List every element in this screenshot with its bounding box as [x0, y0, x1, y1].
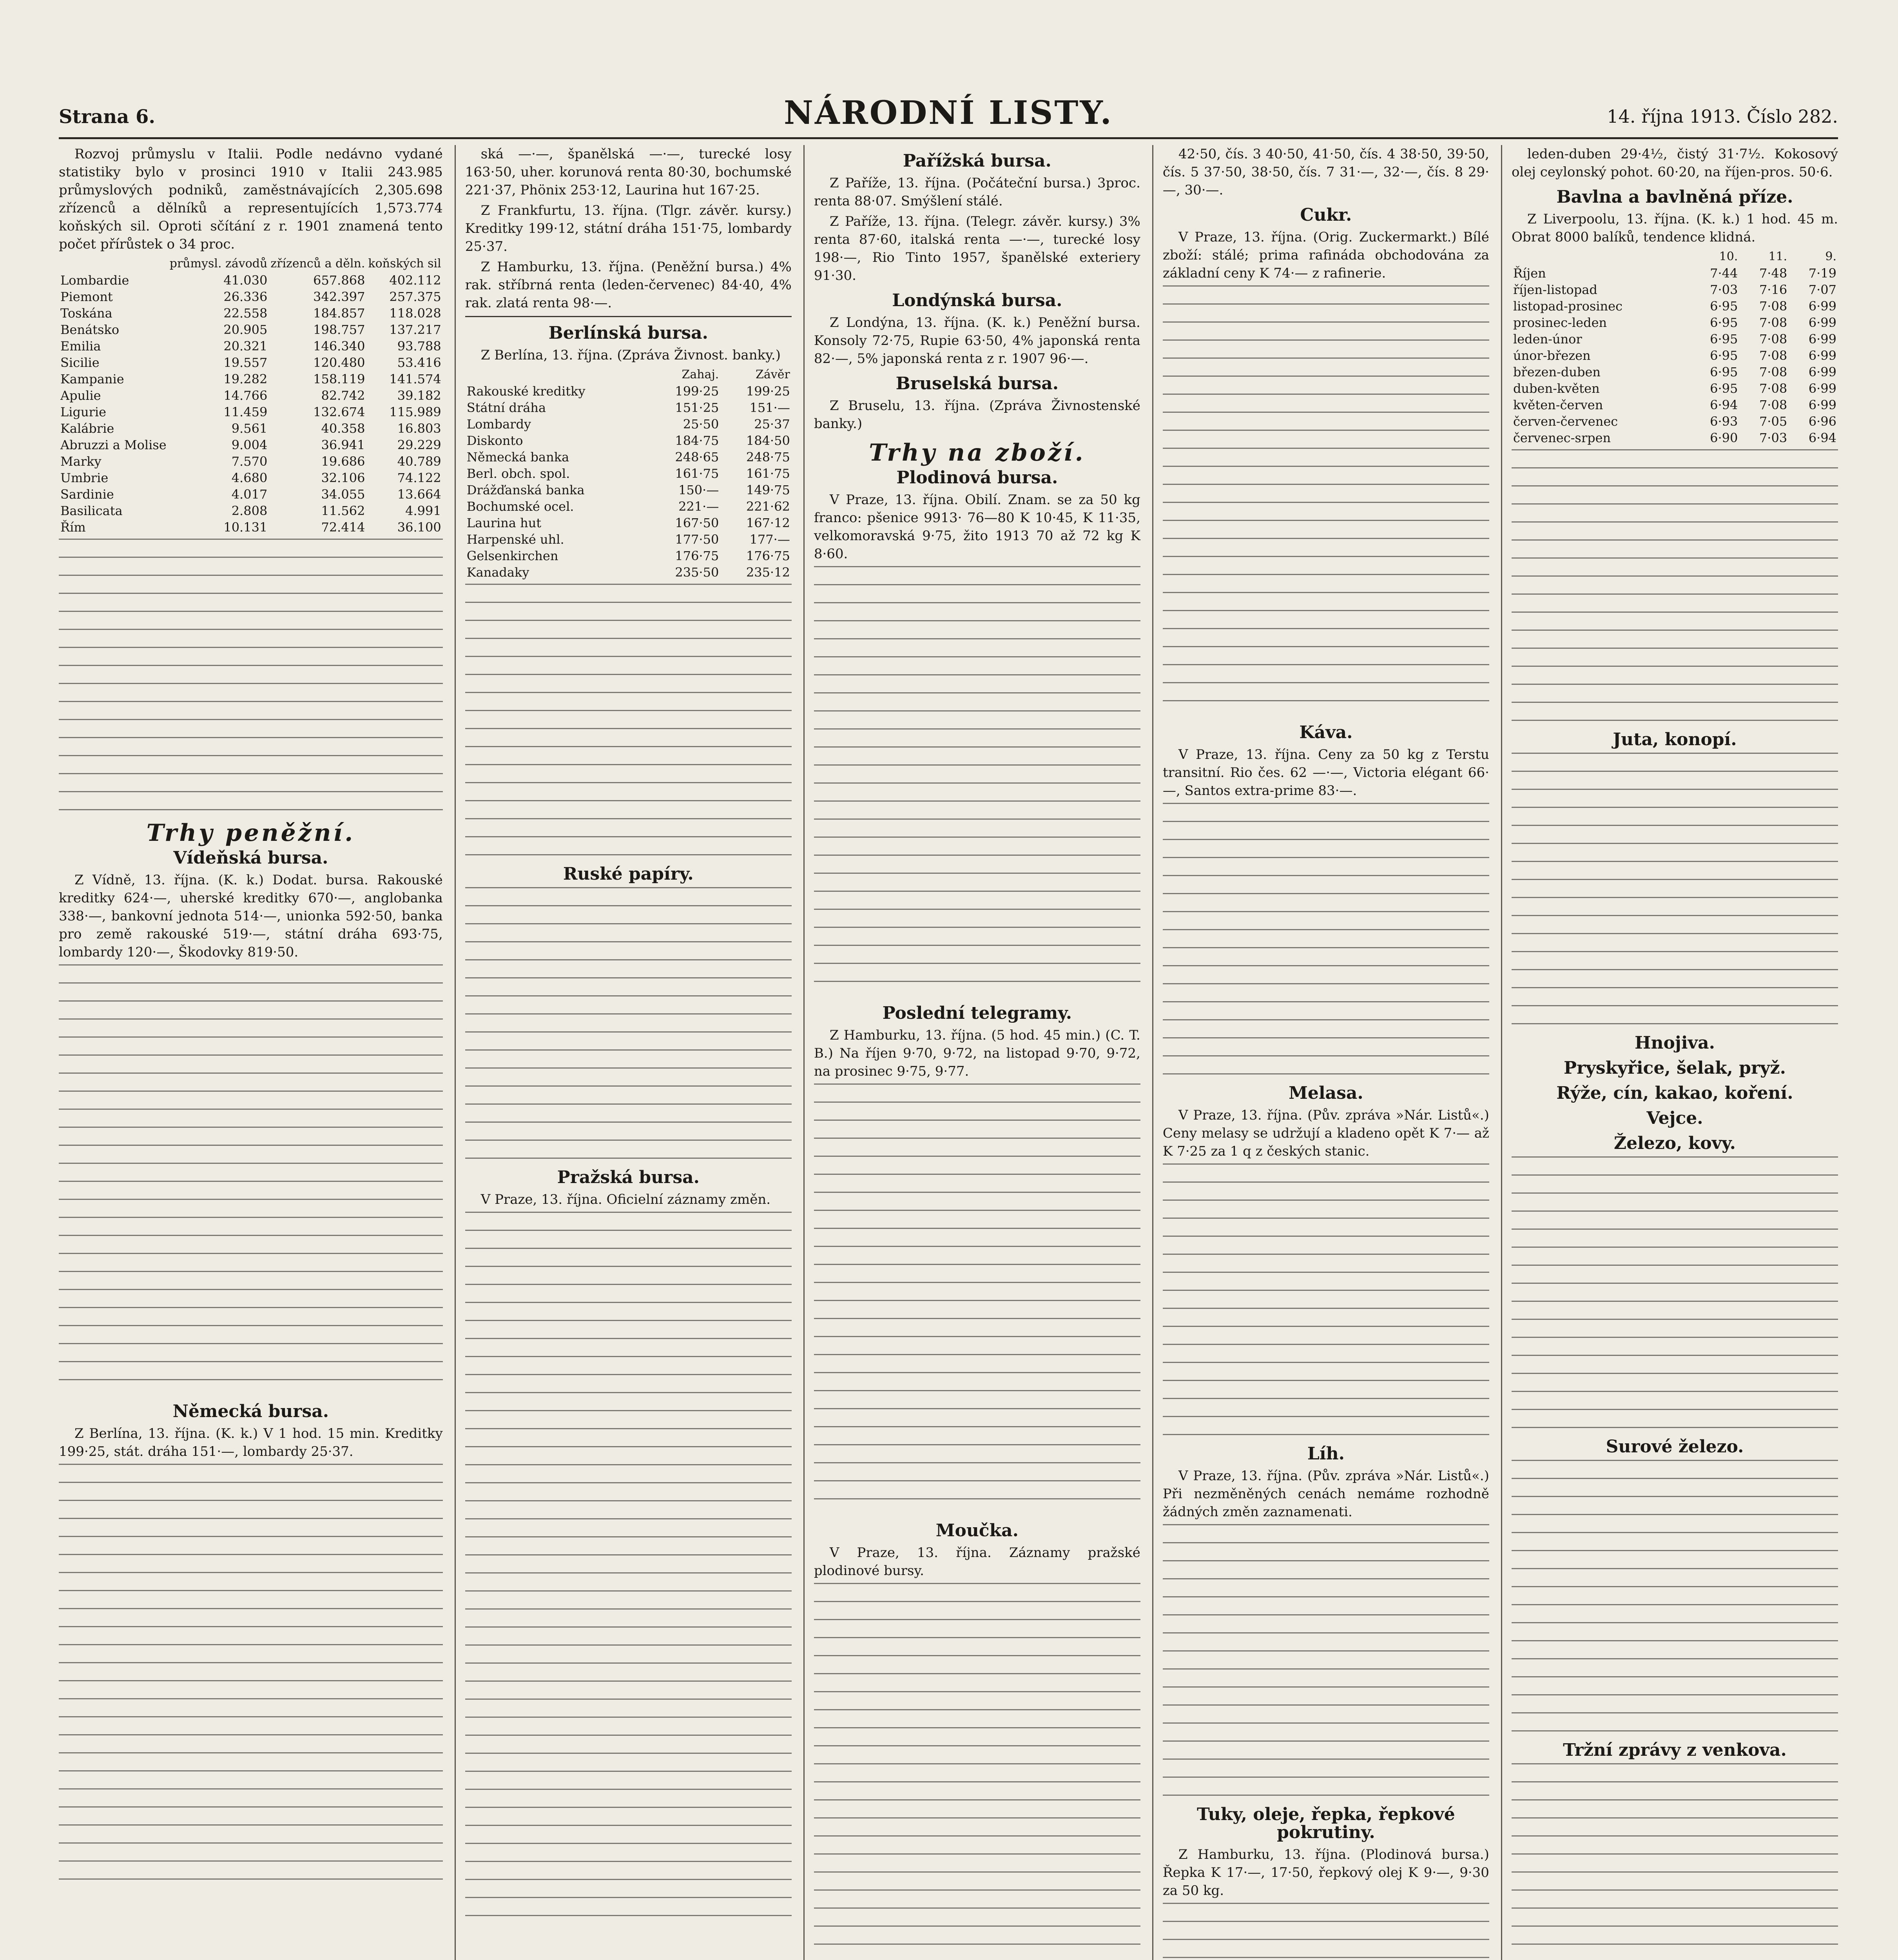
table-cell: 167·50 — [675, 515, 719, 530]
section-subheading: Vídeňská bursa. — [173, 848, 328, 868]
table-cell: 7·08 — [1759, 348, 1787, 363]
table-cell: listopad-prosinec — [1513, 299, 1622, 314]
table-cell: 158.119 — [313, 372, 365, 387]
table-cell: 29.229 — [397, 437, 441, 452]
table-cell: Kalábrie — [60, 421, 114, 436]
column-3 — [803, 145, 1140, 1960]
table-cell: 7·05 — [1759, 414, 1787, 429]
table-cell: Marky — [60, 454, 102, 469]
table-cell: Abruzzi a Molise — [60, 437, 167, 452]
article-paragraph: Z Liverpoolu, 13. října. (K. k.) 1 hod. 45 m. Obrat 8000 balíků, tendence klidná. — [1511, 211, 1838, 245]
section-subheading: Pražská bursa. — [557, 1167, 700, 1187]
article-paragraph: leden-duben 29·4½, čistý 31·7½. Kokosový olej ceylonský pohot. 60·20, na říjen-pros. 50·6. — [1511, 146, 1838, 180]
table-cell: Toskána — [60, 306, 112, 321]
table-row — [465, 515, 792, 531]
table-cell: Basilicata — [60, 503, 123, 518]
section-subheading: Poslední telegramy. — [882, 1003, 1072, 1023]
table-cell: 6·90 — [1710, 430, 1738, 445]
table-cell: 6·99 — [1808, 332, 1836, 347]
masthead: NÁRODNÍ LISTY. — [784, 94, 1113, 132]
text-lines-block — [814, 1583, 1140, 1960]
table-cell: 40.358 — [321, 421, 365, 436]
text-lines-block — [465, 887, 792, 1161]
section-subheading: Ruské papíry. — [563, 864, 694, 884]
divider — [465, 316, 792, 317]
table-cell: 149·75 — [746, 483, 790, 497]
table-cell: Harpenské uhl. — [466, 532, 564, 547]
table-cell: Lombardy — [466, 417, 531, 432]
article-paragraph: 42·50, čís. 3 40·50, 41·50, čís. 4 38·50, 39·50, čís. 5 37·50, 38·50, čís. 7 31·—, 32·—, čís. 8 29·—, 30·—. — [1162, 146, 1489, 198]
table-row — [465, 564, 792, 581]
table-cell: Kanadaky — [466, 565, 529, 580]
section-heading: Trhy na zboží. — [869, 439, 1086, 466]
table-row — [1512, 397, 1838, 413]
table-header-cell: 11. — [1768, 250, 1787, 263]
table-row — [1512, 281, 1838, 298]
section-subheading: Káva. — [1299, 722, 1353, 742]
section-subheading: Juta, konopí. — [1613, 730, 1737, 750]
table-cell: 6·99 — [1808, 299, 1836, 314]
table-row — [59, 305, 443, 321]
table-cell: 74.122 — [397, 470, 441, 485]
text-lines-block — [1512, 449, 1838, 724]
table-cell: 6·94 — [1808, 430, 1836, 445]
table-cell: 7·08 — [1759, 332, 1787, 347]
table-cell: 176·75 — [746, 548, 790, 563]
table-cell: 34.055 — [321, 487, 365, 502]
table-cell: 10.131 — [223, 520, 268, 535]
column-1 — [59, 145, 443, 1960]
table-caption: Z Berlína, 13. října. (Zpráva Živnost. banky.) — [480, 347, 781, 363]
table-cell: 4.991 — [405, 503, 441, 518]
table-cell: červen-červenec — [1513, 414, 1618, 429]
table-cell: 19.686 — [321, 454, 365, 469]
table-cell: 9.561 — [231, 421, 268, 436]
text-lines-block — [814, 1083, 1140, 1515]
table-row — [59, 453, 443, 470]
table-cell: prosinec-leden — [1513, 315, 1607, 330]
table-row — [59, 420, 443, 437]
text-lines-block — [1163, 1163, 1489, 1438]
table-cell: 6·95 — [1710, 332, 1738, 347]
table-cell: 25·37 — [754, 417, 790, 432]
table-cell: 72.414 — [321, 520, 365, 535]
table-cell: Kampanie — [60, 372, 124, 387]
table-cell: Státní dráha — [466, 400, 546, 415]
table-cell: 6·95 — [1710, 348, 1738, 363]
table-cell: 7·08 — [1759, 299, 1787, 314]
text-lines-block — [1512, 1460, 1838, 1734]
table-cell: 6·99 — [1808, 381, 1836, 396]
table-header-cell: 9. — [1825, 250, 1836, 263]
article-paragraph: Z Berlína, 13. října. (K. k.) V 1 hod. 15 min. Kreditky 199·25, stát. dráha 151·—, lombardy 25·37. — [59, 1426, 443, 1459]
table-cell: Laurina hut — [466, 515, 542, 530]
table-cell: 2.808 — [231, 503, 268, 518]
article-paragraph: V Praze, 13. října. (Pův. zpráva »Nár. Listů«.) Při nezměněných cenách nemáme rozhodně žádných změn zaznamenati. — [1162, 1468, 1489, 1520]
table-cell: 7·08 — [1759, 381, 1787, 396]
table-cell: 6·95 — [1710, 365, 1738, 379]
table-cell: 161·75 — [746, 466, 790, 481]
table-row — [1512, 430, 1838, 446]
article-paragraph: Z Paříže, 13. října. (Počáteční bursa.) 3proc. renta 88·07. Smýšlení stálé. — [814, 175, 1140, 209]
cotton-futures-table — [1512, 249, 1838, 446]
berlin-exchange-table — [465, 367, 792, 581]
section-subheading: Melasa. — [1289, 1083, 1363, 1103]
table-row — [465, 465, 792, 482]
table-row — [1512, 364, 1838, 380]
page-header — [59, 94, 1838, 139]
column-5 — [1501, 145, 1838, 1960]
table-cell: 151·25 — [675, 400, 719, 415]
table-cell: 9.004 — [231, 437, 268, 452]
table-cell: 6·95 — [1710, 315, 1738, 330]
table-cell: 146.340 — [313, 339, 365, 354]
section-subheading: Londýnská bursa. — [892, 290, 1062, 310]
table-header-cell — [1512, 249, 1690, 265]
table-row — [465, 548, 792, 564]
table-cell: leden-únor — [1513, 332, 1582, 347]
table-row — [465, 449, 792, 465]
article-paragraph: V Praze, 13. října. (Pův. zpráva »Nár. Listů«.) Ceny melasy se udržují a kladeno opět K 7·— až K 7·25 za 1 q z českých stanic. — [1162, 1107, 1489, 1159]
section-subheading: Vejce. — [1646, 1108, 1703, 1128]
table-cell: 235·12 — [746, 565, 790, 580]
table-cell: 16.803 — [397, 421, 441, 436]
article-paragraph: Z Frankfurtu, 13. října. (Tlgr. závěr. kursy.) Kreditky 199·12, státní dráha 151·75, lombardy 25·37. — [465, 203, 792, 254]
section-heading: Trhy peněžní. — [146, 819, 355, 847]
section-subheading: Hnojiva. — [1634, 1033, 1715, 1053]
table-cell: 132.674 — [313, 405, 365, 419]
table-cell: Emilia — [60, 339, 101, 354]
section-subheading: Německá bursa. — [172, 1401, 329, 1421]
article-paragraph: V Praze, 13. října. Ceny za 50 kg z Terstu transitní. Rio čes. 62 —·—, Victoria elégant 66·—, Santos extra-prime 83·—. — [1162, 747, 1489, 799]
text-lines-block — [1512, 1156, 1838, 1431]
article-paragraph: Z Hamburku, 13. října. (Plodinová bursa.) Řepka K 17·—, 17·50, řepkový olej K 9·—, 9·30 za 50 kg. — [1162, 1847, 1489, 1898]
column-4 — [1152, 145, 1489, 1960]
table-row — [59, 289, 443, 305]
table-cell: 221·— — [678, 499, 719, 514]
table-row — [59, 470, 443, 486]
article-italy-intro: Rozvoj průmyslu v Italii. Podle nedávno vydané statistiky bylo v prosinci 1910 v Italii 243.985 průmyslových podniků, zaměstnávajících 2,305.698 zřízenců a dělníků a representujících 1,573.774 koňských sil. Oproti sčítání z r. 1901 znamená tento počet přírůstek o 34 proc. — [59, 146, 443, 252]
section-subheading: Pařížská bursa. — [903, 151, 1051, 171]
table-row — [465, 383, 792, 399]
table-row — [59, 503, 443, 519]
table-cell: Sicilie — [60, 355, 100, 370]
article-paragraph: V Praze, 13. října. Oficielní záznamy změn. — [480, 1192, 771, 1207]
table-header-cell: průmysl. závodů — [169, 257, 268, 270]
section-subheading: Plodinová bursa. — [896, 468, 1058, 488]
table-cell: 161·75 — [675, 466, 719, 481]
table-cell: 6·99 — [1808, 315, 1836, 330]
table-cell: 4.017 — [231, 487, 268, 502]
section-subheading: Surové železo. — [1606, 1437, 1744, 1457]
newspaper-columns — [59, 145, 1838, 1960]
table-row — [465, 432, 792, 449]
issue-date: 14. října 1913. Číslo 282. — [1607, 106, 1838, 127]
table-row — [465, 531, 792, 548]
table-cell: 177·— — [749, 532, 790, 547]
text-lines-block — [1163, 1524, 1489, 1798]
table-cell: 14.766 — [223, 388, 268, 403]
table-cell: 53.416 — [397, 355, 441, 370]
table-row — [59, 354, 443, 371]
table-cell: Německá banka — [466, 450, 569, 465]
section-subheading: Tuky, oleje, řepka, řepkové pokrutiny. — [1197, 1804, 1455, 1842]
table-header-cell: koňských sil — [368, 257, 441, 270]
table-cell: 4.680 — [231, 470, 268, 485]
table-cell: Ligurie — [60, 405, 107, 419]
table-cell: 151·— — [749, 400, 790, 415]
table-cell: 7·03 — [1759, 430, 1787, 445]
table-cell: 40.789 — [397, 454, 441, 469]
table-row — [1512, 347, 1838, 364]
article-paragraph: ská —·—, španělská —·—, turecké losy 163·50, uher. korunová renta 80·30, bochumské 221·37, Phönix 253·12, Laurina hut 167·25. — [465, 146, 792, 198]
table-row — [1512, 298, 1838, 314]
article-paragraph: V Praze, 13. října. Obilí. Znam. se za 50 kg franco: pšenice 9913· 76—80 K 10·45, K 11·35, velkomoravská 9·75, žito 1913 70 až 72 kg K 8·60. — [814, 492, 1140, 562]
table-cell: 150·— — [678, 483, 719, 497]
table-cell: 177·50 — [675, 532, 719, 547]
table-cell: 7·48 — [1759, 266, 1787, 281]
table-cell: 20.321 — [223, 339, 268, 354]
table-row — [59, 321, 443, 338]
article-paragraph: Z Paříže, 13. října. (Telegr. závěr. kursy.) 3% renta 87·60, italská renta —·—, turecké losy 198·—, Rio Tinto 1957, španělské exteriery 91·30. — [814, 214, 1140, 283]
section-subheading: Moučka. — [935, 1521, 1019, 1541]
column-2 — [455, 145, 792, 1960]
table-row — [465, 399, 792, 416]
section-subheading: Tržní zprávy z venkova. — [1563, 1740, 1787, 1760]
table-cell: Lombardie — [60, 273, 129, 288]
table-row — [465, 482, 792, 498]
section-subheading: Berlínská bursa. — [548, 323, 708, 343]
table-row — [59, 404, 443, 420]
article-paragraph: V Praze, 13. října. Záznamy pražské plodinové bursy. — [814, 1545, 1140, 1579]
section-subheading: Bavlna a bavlněná příze. — [1556, 187, 1793, 207]
table-cell: 7·07 — [1808, 282, 1836, 297]
table-cell: 22.558 — [223, 306, 268, 321]
table-cell: 221·62 — [746, 499, 790, 514]
table-cell: Diskonto — [466, 433, 523, 448]
table-cell: 199·25 — [675, 384, 719, 399]
table-cell: 141.574 — [389, 372, 441, 387]
table-cell: 6·93 — [1710, 414, 1738, 429]
table-cell: 235·50 — [675, 565, 719, 580]
table-cell: 7·03 — [1710, 282, 1738, 297]
table-cell: 26.336 — [223, 289, 268, 304]
table-cell: Gelsenkirchen — [466, 548, 558, 563]
table-cell: květen-červen — [1513, 397, 1603, 412]
table-cell: 248·65 — [675, 450, 719, 465]
table-cell: Benátsko — [60, 322, 120, 337]
table-cell: 199·25 — [746, 384, 790, 399]
table-cell: 6·95 — [1710, 299, 1738, 314]
table-cell: 11.459 — [223, 405, 268, 419]
table-cell: 7·19 — [1808, 266, 1836, 281]
table-cell: Rakouské kreditky — [466, 384, 586, 399]
table-cell: 32.106 — [321, 470, 365, 485]
section-subheading: Železo, kovy. — [1613, 1133, 1736, 1153]
table-header-cell: zřízenců a děln. — [270, 257, 365, 270]
table-cell: 20.905 — [223, 322, 268, 337]
table-row — [59, 486, 443, 503]
table-cell: 184·50 — [746, 433, 790, 448]
table-cell: únor-březen — [1513, 348, 1591, 363]
table-cell: Piemont — [60, 289, 113, 304]
table-cell: 19.282 — [223, 372, 268, 387]
table-cell: červenec-srpen — [1513, 430, 1611, 445]
table-row — [59, 338, 443, 354]
table-cell: 6·99 — [1808, 348, 1836, 363]
table-cell: 36.941 — [321, 437, 365, 452]
table-header-cell — [59, 256, 168, 272]
table-cell: 6·95 — [1710, 381, 1738, 396]
article-paragraph: Z Vídně, 13. října. (K. k.) Dodat. bursa. Rakouské kreditky 624·—, uherské kreditky 670·—, anglobanka 338·—, bankovní jednota 514·—, unionka 592·50, banka pro země rakouské 519·—, státní dráha 693·75, lombardy 120·—, Škodovky 819·50. — [59, 872, 443, 960]
table-cell: 7.570 — [231, 454, 268, 469]
table-cell: Umbrie — [60, 470, 109, 485]
table-cell: 19.557 — [223, 355, 268, 370]
table-row — [1512, 314, 1838, 331]
article-paragraph: Z Hamburku, 13. října. (5 hod. 45 min.) (C. T. B.) Na říjen 9·70, 9·72, na listopad 9·70, 9·72, na prosinec 9·75, 9·77. — [814, 1027, 1140, 1079]
section-subheading: Rýže, cín, kakao, koření. — [1556, 1083, 1793, 1103]
table-cell: 176·75 — [675, 548, 719, 563]
section-subheading: Pryskyřice, šelak, pryž. — [1564, 1058, 1786, 1078]
table-row — [1512, 265, 1838, 281]
table-cell: říjen-listopad — [1513, 282, 1597, 297]
section-subheading: Cukr. — [1300, 205, 1352, 225]
table-cell: 36.100 — [397, 520, 441, 535]
table-row — [59, 519, 443, 535]
table-cell: 7·44 — [1710, 266, 1738, 281]
table-cell: duben-květen — [1513, 381, 1600, 396]
table-row — [1512, 380, 1838, 397]
table-cell: 402.112 — [389, 273, 441, 288]
table-cell: 25·50 — [683, 417, 719, 432]
table-cell: 120.480 — [313, 355, 365, 370]
table-cell: 93.788 — [397, 339, 441, 354]
table-cell: 13.664 — [397, 487, 441, 502]
article-paragraph: Z Hamburku, 13. října. (Peněžní bursa.) 4% rak. stříbrná renta (leden-červenec) 84·40, 4% rak. zlatá renta 98·—. — [465, 259, 792, 311]
table-cell: 137.217 — [389, 322, 441, 337]
table-cell: Řím — [60, 520, 86, 535]
table-row — [59, 387, 443, 404]
table-cell: Sardinie — [60, 487, 114, 502]
table-header-cell — [465, 367, 649, 383]
table-cell: 39.182 — [397, 388, 441, 403]
table-cell: Apulie — [60, 388, 101, 403]
table-cell: 41.030 — [223, 273, 268, 288]
table-cell: 7·08 — [1759, 315, 1787, 330]
text-lines-block — [59, 1464, 443, 1895]
text-lines-block — [814, 566, 1140, 997]
table-cell: 6·94 — [1710, 397, 1738, 412]
table-cell: 342.397 — [313, 289, 365, 304]
section-subheading: Bruselská bursa. — [896, 374, 1059, 394]
table-cell: 6·99 — [1808, 397, 1836, 412]
table-cell: 248·75 — [746, 450, 790, 465]
table-header-cell: Zahaj. — [682, 368, 719, 381]
text-lines-block — [1163, 1903, 1489, 1960]
table-cell: březen-duben — [1513, 365, 1601, 379]
table-cell: 7·16 — [1759, 282, 1787, 297]
table-cell: Bochumské ocel. — [466, 499, 574, 514]
table-row — [59, 371, 443, 387]
table-cell: Drážďanská banka — [466, 483, 585, 497]
table-cell: Berl. obch. spol. — [466, 466, 570, 481]
table-cell: 7·08 — [1759, 397, 1787, 412]
article-paragraph: V Praze, 13. října. (Orig. Zuckermarkt.) Bílé zboží: stálé; prima rafináda obchodována za základní ceny K 74·— z rafinerie. — [1162, 229, 1489, 281]
table-row — [1512, 331, 1838, 347]
italy-industry-table — [59, 256, 443, 535]
table-cell: Říjen — [1513, 266, 1546, 281]
text-lines-block — [465, 1212, 792, 1917]
text-lines-block — [1512, 753, 1838, 1027]
table-cell: 7·08 — [1759, 365, 1787, 379]
text-lines-block — [59, 539, 443, 813]
table-header-cell: 10. — [1719, 250, 1738, 263]
table-cell: 184.857 — [313, 306, 365, 321]
table-cell: 184·75 — [675, 433, 719, 448]
table-cell: 115.989 — [389, 405, 441, 419]
table-cell: 118.028 — [389, 306, 441, 321]
text-lines-block — [465, 584, 792, 858]
table-cell: 198.757 — [313, 322, 365, 337]
table-cell: 257.375 — [389, 289, 441, 304]
table-row — [59, 272, 443, 289]
page-number: Strana 6. — [59, 106, 156, 128]
table-cell: 6·96 — [1808, 414, 1836, 429]
text-lines-block — [1163, 285, 1489, 717]
table-header-cell: Závěr — [756, 368, 790, 381]
text-lines-block — [1512, 1763, 1838, 1960]
text-lines-block — [59, 964, 443, 1396]
table-cell: 6·99 — [1808, 365, 1836, 379]
table-row — [1512, 413, 1838, 430]
text-lines-block — [1163, 803, 1489, 1077]
section-subheading: Líh. — [1307, 1444, 1345, 1464]
table-row — [465, 498, 792, 515]
article-paragraph: Z Londýna, 13. října. (K. k.) Peněžní bursa. Konsoly 72·75, Rupie 63·50, 4% japonská renta 82·—, 5% japonská renta z r. 1907 96·—. — [814, 315, 1140, 367]
table-row — [465, 416, 792, 432]
article-paragraph: Z Bruselu, 13. října. (Zpráva Živnostenské banky.) — [814, 398, 1140, 432]
table-cell: 11.562 — [321, 503, 365, 518]
table-cell: 82.742 — [321, 388, 365, 403]
table-row — [59, 437, 443, 453]
table-cell: 167·12 — [746, 515, 790, 530]
table-cell: 657.868 — [313, 273, 365, 288]
